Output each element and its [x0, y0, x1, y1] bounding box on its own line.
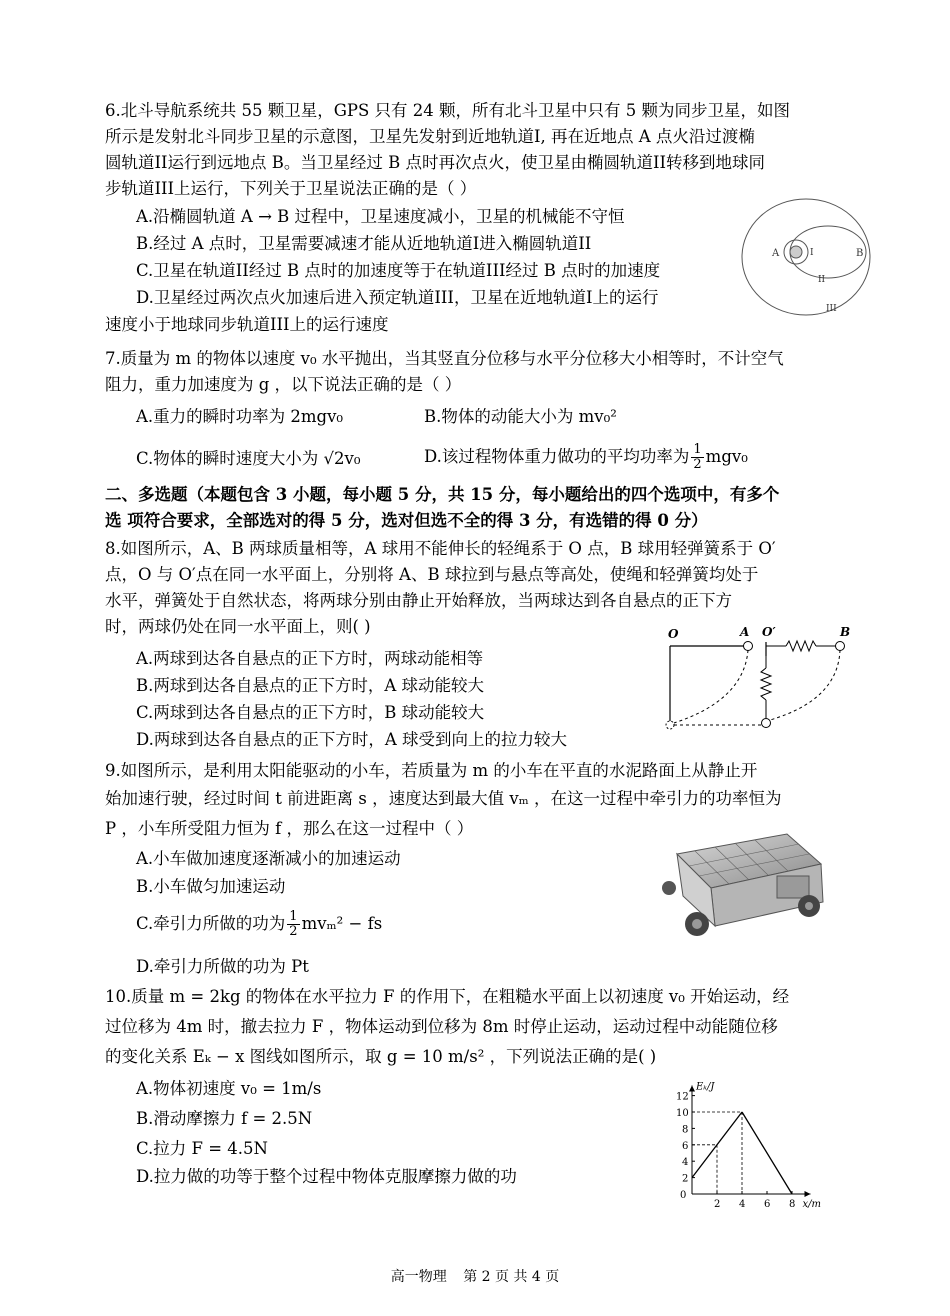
q9-option-a: A.小车做加速度逐渐减小的加速运动 [136, 849, 401, 868]
solar-car-image [659, 826, 829, 946]
label-o: O [668, 627, 679, 641]
section2-heading-line1: 二、多选题（本题包含 3 小题，每小题 5 分，共 15 分，每小题给出的四个选项中，有多个 [105, 485, 780, 504]
q10-option-d: D.拉力做的功等于整个过程中物体克服摩擦力做的功 [136, 1167, 517, 1186]
q9-option-d: D.牵引力所做的功为 Pt [136, 957, 309, 976]
q7-option-d-text: D.该过程物体重力做功的平均功率为 [424, 447, 690, 466]
q6-line3: 圆轨道II运行到远地点 B。当卫星经过 B 点时再次点火，使卫星由椭圆轨道II转移到地球同 [105, 153, 766, 172]
q7-option-d-expr: mgv₀ [705, 447, 748, 466]
q10-line3: 的变化关系 Eₖ − x 图线如图所示，取 g = 10 m/s² ，下列说法正确的是( ) [105, 1047, 657, 1066]
label-o-prime: O′ [762, 625, 776, 639]
q7-line1: 7.质量为 m 的物体以速度 v₀ 水平抛出，当其竖直分位移与水平分位移大小相等时，不计空气 [105, 349, 784, 368]
q9-option-c-numerator: 1 [289, 909, 298, 924]
q10-option-c: C.拉力 F = 4.5N [136, 1139, 268, 1158]
q6-option-d-line1: D.卫星经过两次点火加速后进入预定轨道III，卫星在近地轨道I上的运行 [136, 288, 659, 307]
q7-option-d [424, 440, 748, 474]
q6-line4: 步轨道III上运行，下列关于卫星说法正确的是（ ） [105, 179, 477, 198]
q10-option-a: A.物体初速度 v₀ = 1m/s [136, 1079, 322, 1098]
origin-label: 0 [680, 1190, 687, 1201]
y-axis-label: Eₖ/J [696, 1081, 715, 1093]
q7-option-b: B.物体的动能大小为 mv₀² [424, 407, 617, 426]
page-footer [0, 1266, 950, 1286]
orbit-label-a: A [772, 248, 780, 259]
q9-line2: 始加速行驶，经过时间 t 前进距离 s ，速度达到最大值 vₘ ，在这一过程中牵引力的功率恒为 [105, 789, 782, 808]
q7-option-d-numerator: 1 [693, 442, 702, 457]
q7-option-d-denominator: 2 [693, 457, 702, 472]
x-axis-arrow [805, 1191, 811, 1197]
y-axis-arrow [689, 1086, 695, 1092]
q8-line1: 8.如图所示，A、B 两球质量相等，A 球用不能伸长的轻绳系于 O 点，B 球用轻弹簧系于 O′ [105, 539, 776, 558]
y-tick-label: 12 [676, 1091, 689, 1103]
orbit-label-iii: III [826, 304, 837, 314]
section2-heading-line2: 选 项符合要求，全部选对的得 5 分，选对但选不全的得 3 分，有选错的得 0 分） [105, 511, 708, 530]
q9-option-c [136, 906, 382, 942]
ek-series-segment [742, 1112, 792, 1194]
q7-option-d-fraction [691, 443, 703, 472]
x-tick-label: 2 [714, 1199, 721, 1210]
q10-line1: 10.质量 m = 2kg 的物体在水平拉力 F 的作用下，在粗糙水平面上以初速度 v₀ 开始运动，经 [105, 987, 790, 1006]
q10-line2: 过位移为 4m 时，撤去拉力 F ，物体运动到位移为 8m 时停止运动，运动过程中动能随位移 [105, 1017, 778, 1036]
label-a: A [740, 625, 750, 639]
x-tick-label: 8 [789, 1199, 796, 1210]
q8-option-c: C.两球到达各自悬点的正下方时，B 球动能较大 [136, 703, 485, 722]
q9-option-c-denominator: 2 [289, 924, 298, 939]
q8-option-a: A.两球到达各自悬点的正下方时，两球动能相等 [136, 649, 484, 668]
orbit-label-i: I [810, 248, 814, 258]
x-tick-label: 4 [739, 1199, 746, 1210]
y-tick-label: 2 [682, 1173, 689, 1185]
q7-option-a: A.重力的瞬时功率为 2mgv₀ [136, 407, 344, 426]
y-tick-label: 4 [682, 1157, 689, 1169]
q9-option-c-text: C.牵引力所做的功为 [136, 914, 286, 933]
orbit-diagram [738, 195, 878, 325]
q6-option-c: C.卫星在轨道II经过 B 点时的加速度等于在轨道III经过 B 点时的加速度 [136, 261, 661, 280]
x-axis-label: x/m [802, 1199, 821, 1210]
pendulum-spring-diagram [662, 620, 862, 740]
q9-option-c-fraction [287, 910, 299, 939]
q7-line2: 阻力，重力加速度为 g ，以下说法正确的是（ ） [105, 375, 462, 394]
q6-option-d-line2: 速度小于地球同步轨道III上的运行速度 [105, 315, 389, 334]
y-tick-label: 6 [682, 1140, 689, 1152]
q6-option-a: A.沿椭圆轨道 A → B 过程中，卫星速度减小，卫星的机械能不守恒 [136, 207, 625, 226]
q6-line2: 所示是发射北斗同步卫星的示意图，卫星先发射到近地轨道I, 再在近地点 A 点火沿过渡椭 [105, 127, 755, 146]
q9-option-b: B.小车做匀加速运动 [136, 877, 286, 896]
q7-option-c: C.物体的瞬时速度大小为 √2v₀ [136, 449, 361, 468]
y-tick-label: 8 [682, 1124, 689, 1136]
footer-page-number: 第 2 页 共 4 页 [463, 1269, 560, 1285]
q8-line3: 水平，弹簧处于自然状态，将两球分别由静止开始释放，当两球达到各自悬点的正下方 [105, 591, 732, 610]
y-tick-label: 10 [676, 1108, 689, 1119]
orbit-label-ii: II [818, 275, 826, 285]
q8-option-b: B.两球到达各自悬点的正下方时，A 球动能较大 [136, 676, 485, 695]
orbit-label-b: B [856, 248, 864, 259]
q6-line1: 6.北斗导航系统共 55 颗卫星，GPS 只有 24 颗，所有北斗卫星中只有 5 颗为同步卫星，如图 [105, 101, 791, 120]
label-b: B [840, 625, 851, 639]
q6-option-b: B.经过 A 点时，卫星需要减速才能从近地轨道I进入椭圆轨道II [136, 234, 592, 253]
q8-line4: 时，两球仍处在同一水平面上，则( ) [105, 617, 371, 636]
q8-line2: 点，O 与 O′点在同一水平面上，分别将 A、B 球拉到与悬点等高处，使绳和轻弹簧均处于 [105, 565, 759, 584]
footer-subject: 高一物理 [390, 1269, 447, 1285]
x-tick-label: 6 [764, 1199, 771, 1210]
q9-line3: P ，小车所受阻力恒为 f ，那么在这一过程中（ ） [105, 819, 474, 838]
ek-x-chart [668, 1078, 838, 1210]
q9-option-c-expr: mvₘ² − fs [301, 914, 383, 933]
q9-line1: 9.如图所示，是利用太阳能驱动的小车，若质量为 m 的小车在平直的水泥路面上从静止开 [105, 761, 758, 780]
q10-option-b: B.滑动摩擦力 f = 2.5N [136, 1109, 313, 1128]
q8-option-d: D.两球到达各自悬点的正下方时，A 球受到向上的拉力较大 [136, 730, 568, 749]
